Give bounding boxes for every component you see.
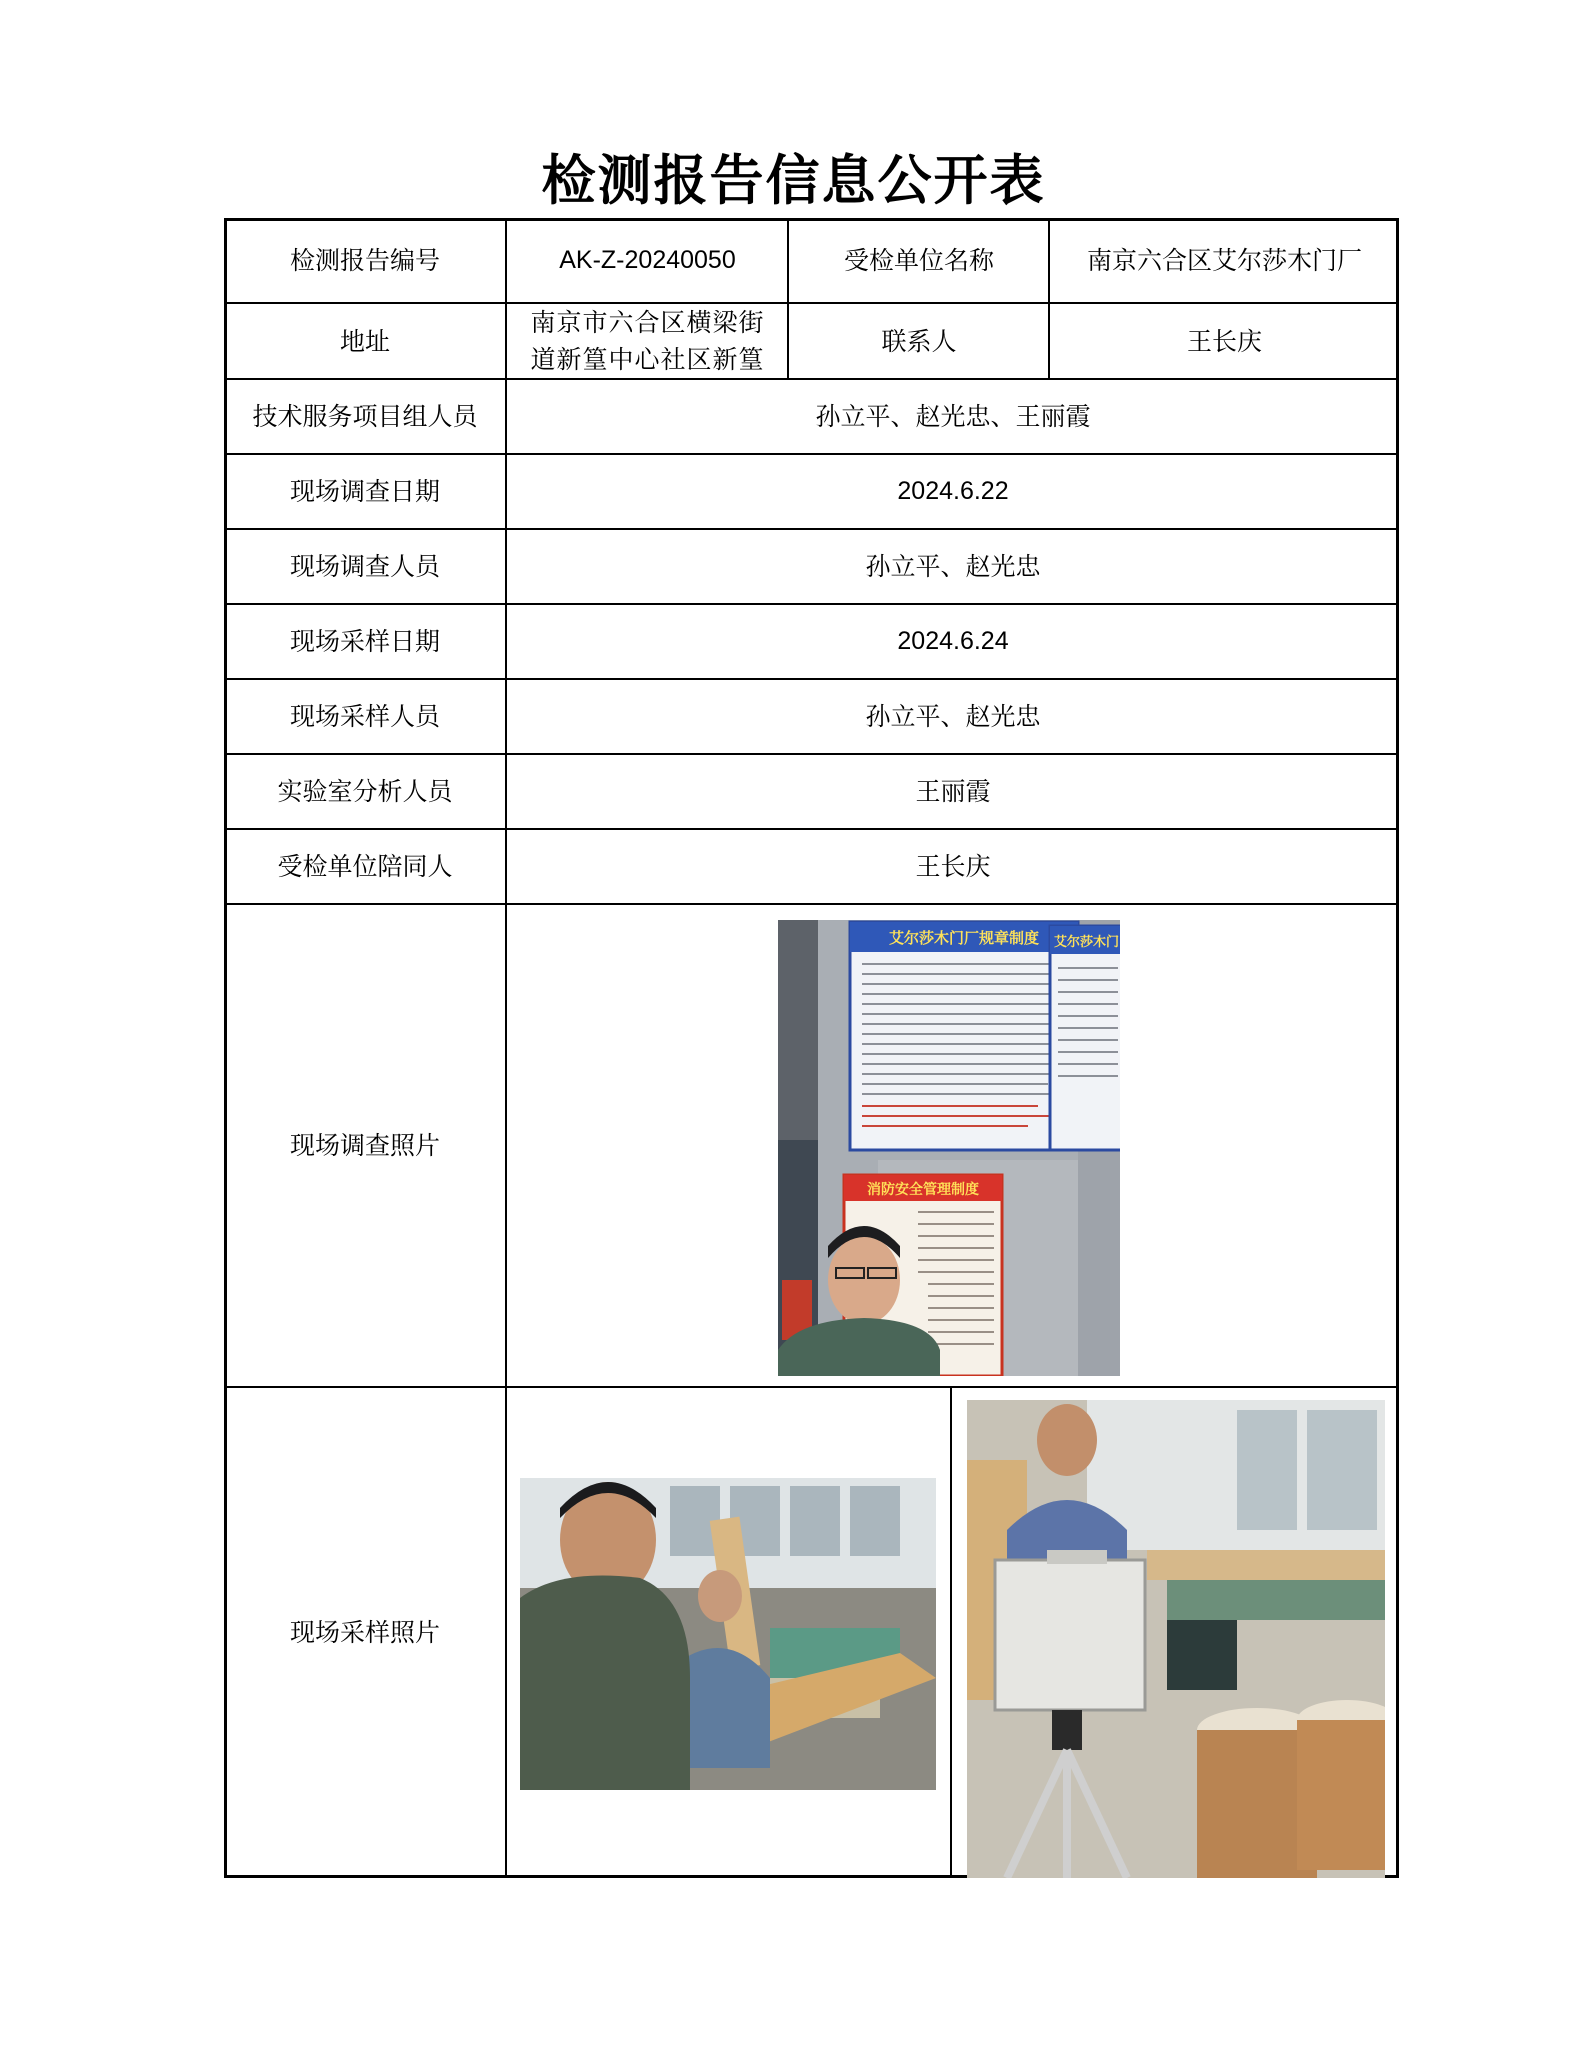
fire-notice-title: 消防安全管理制度 — [867, 1182, 979, 1198]
survey-date-label: 现场调查日期 — [289, 477, 440, 507]
escort-label: 受检单位陪同人 — [277, 852, 453, 882]
team-value: 孙立平、赵光忠、王丽霞 — [815, 402, 1091, 432]
survey-staff-label: 现场调查人员 — [289, 552, 440, 582]
unit-name-label: 受检单位名称 — [843, 245, 994, 275]
lab-staff-value: 王丽霞 — [915, 777, 991, 807]
survey-photo-label: 现场调查照片 — [289, 1131, 440, 1161]
sample-photo-label: 现场采样照片 — [289, 1618, 440, 1648]
sample-photo-2 — [967, 1400, 1385, 1878]
survey-staff-value: 孙立平、赵光忠 — [865, 552, 1041, 582]
sample-staff-value: 孙立平、赵光忠 — [865, 702, 1041, 732]
report-no-label: 检测报告编号 — [289, 245, 440, 275]
notice-board-title: 艾尔莎木门厂规章制度 — [888, 929, 1040, 947]
survey-photo — [778, 920, 1120, 1376]
notice-board-title-2: 艾尔莎木门 — [1054, 935, 1120, 950]
sample-photo-1 — [520, 1478, 936, 1790]
lab-staff-label: 实验室分析人员 — [277, 777, 453, 807]
sample-staff-label: 现场采样人员 — [289, 702, 440, 732]
escort-value: 王长庆 — [915, 852, 991, 882]
contact-label: 联系人 — [881, 326, 957, 356]
sample-date-value: 2024.6.24 — [897, 627, 1009, 656]
survey-date-value: 2024.6.22 — [897, 477, 1009, 506]
unit-name-value: 南京六合区艾尔莎木门厂 — [1086, 245, 1362, 275]
address-value: 南京市六合区横梁街道新篁中心社区新篁 — [530, 308, 765, 374]
contact-value: 王长庆 — [1186, 326, 1262, 356]
page-title: 检测报告信息公开表 — [541, 149, 1046, 212]
team-label: 技术服务项目组人员 — [252, 402, 478, 432]
sample-date-label: 现场采样日期 — [289, 627, 440, 657]
report-no-value: AK-Z-20240050 — [559, 245, 736, 274]
col-divider — [950, 1386, 952, 1878]
address-label: 地址 — [339, 326, 390, 356]
